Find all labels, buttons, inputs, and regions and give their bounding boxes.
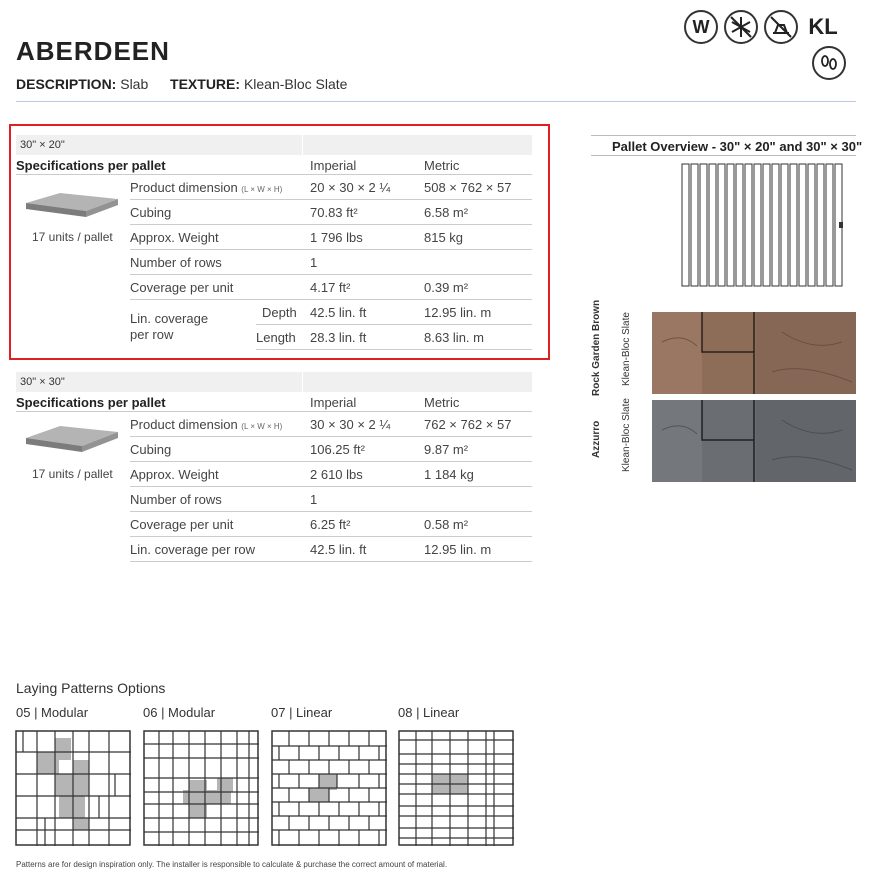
weight-label: Approx. Weight xyxy=(130,467,219,482)
rows-label: Number of rows xyxy=(130,255,222,270)
cubing-imperial: 70.83 ft² xyxy=(310,205,358,220)
cubing-label: Cubing xyxy=(130,205,172,220)
lin-coverage-line1: Lin. coverage xyxy=(130,311,209,326)
cubing-metric: 9.87 m² xyxy=(424,442,469,457)
row-coverage xyxy=(130,512,532,537)
feature-badges xyxy=(684,10,854,82)
snowflake-icon xyxy=(724,10,758,44)
dimension-metric: 508 × 762 × 57 xyxy=(424,180,512,195)
no-salt-icon xyxy=(764,10,798,44)
row-cubing xyxy=(130,437,532,462)
coverage-metric: 0.39 m² xyxy=(424,280,469,295)
pallet-overview-title: Pallet Overview - 30" × 20" and 30" × 30" xyxy=(612,139,863,154)
units-per-pallet: 17 units / pallet xyxy=(32,230,113,244)
spec-heading: Specifications per pallet xyxy=(16,395,166,410)
color-texture-2: Klean-Bloc Slate xyxy=(621,398,632,472)
col-imperial: Imperial xyxy=(310,158,357,173)
description-label: DESCRIPTION: xyxy=(16,76,117,92)
weight-metric: 815 kg xyxy=(424,230,464,245)
coverage-imperial: 4.17 ft² xyxy=(310,280,351,295)
swatch-azzurro xyxy=(652,400,856,482)
dimension-label: Product dimension xyxy=(130,417,238,432)
coverage-imperial: 6.25 ft² xyxy=(310,517,351,532)
texture-label: TEXTURE: xyxy=(170,76,241,92)
coverage-label: Coverage per unit xyxy=(130,280,234,295)
lin-coverage-label: Lin. coverage per row xyxy=(130,542,256,557)
color-texture-1: Klean-Bloc Slate xyxy=(621,312,632,386)
rows-label: Number of rows xyxy=(130,492,222,507)
length-imperial: 28.3 lin. ft xyxy=(310,330,367,345)
spec-table-30x30 xyxy=(16,372,532,567)
lin-coverage-metric: 12.95 lin. m xyxy=(424,542,492,557)
laying-patterns-title: Laying Patterns Options xyxy=(16,680,166,696)
header-divider xyxy=(16,101,856,102)
col-metric: Metric xyxy=(424,395,460,410)
dimension-label: Product dimension xyxy=(130,180,238,195)
row-dimension xyxy=(130,412,532,437)
kl-logo-label: KL xyxy=(808,14,838,39)
rows-imperial: 1 xyxy=(310,255,318,270)
kl-logo-icon xyxy=(806,10,840,44)
size-label: 30" × 30" xyxy=(20,376,65,388)
weight-metric: 1 184 kg xyxy=(424,467,474,482)
units-per-pallet: 17 units / pallet xyxy=(32,467,113,481)
slab-image xyxy=(20,420,124,460)
lin-coverage-line2: per row xyxy=(130,327,174,342)
dimension-sub: (L × W × H) xyxy=(241,185,283,194)
weight-imperial: 1 796 lbs xyxy=(310,230,363,245)
coverage-label: Coverage per unit xyxy=(130,517,234,532)
dimension-sub: (L × W × H) xyxy=(241,422,283,431)
depth-imperial: 42.5 lin. ft xyxy=(310,305,367,320)
pattern-label-06: 06 | Modular xyxy=(143,705,216,720)
footprints-icon xyxy=(812,46,846,80)
dimension-imperial: 30 × 30 × 2 ¼ xyxy=(310,417,391,432)
row-rows xyxy=(130,487,532,512)
col-metric: Metric xyxy=(424,158,460,173)
cubing-label: Cubing xyxy=(130,442,172,457)
product-title: ABERDEEN xyxy=(16,36,170,66)
dimension-metric: 762 × 762 × 57 xyxy=(424,417,512,432)
pattern-08-linear xyxy=(398,730,514,846)
col-imperial: Imperial xyxy=(310,395,357,410)
rows-imperial: 1 xyxy=(310,492,318,507)
selection-highlight xyxy=(9,124,550,360)
pattern-06-modular xyxy=(143,730,259,846)
lin-coverage-imperial: 42.5 lin. ft xyxy=(310,542,367,557)
swatch-rock-garden-brown xyxy=(652,312,856,394)
length-metric: 8.63 lin. m xyxy=(424,330,484,345)
w-badge-label: W xyxy=(692,16,710,37)
pattern-label-08: 08 | Linear xyxy=(398,705,460,720)
pattern-label-07: 07 | Linear xyxy=(271,705,333,720)
description-line xyxy=(16,76,347,92)
spec-heading: Specifications per pallet xyxy=(16,158,166,173)
texture-value: Klean-Bloc Slate xyxy=(243,76,348,92)
row-lin-coverage xyxy=(130,537,532,562)
dimension-imperial: 20 × 30 × 2 ¼ xyxy=(310,180,391,195)
footer-note: Patterns are for design inspiration only. The installer is responsible to calculate & purchase the correct amount of material. xyxy=(16,860,448,869)
color-name-2: Azzurro xyxy=(591,420,602,458)
length-label: Length xyxy=(256,330,296,345)
pattern-07-linear xyxy=(271,730,387,846)
size-label: 30" × 20" xyxy=(20,139,65,151)
depth-label: Depth xyxy=(262,305,297,320)
depth-metric: 12.95 lin. m xyxy=(424,305,492,320)
pattern-label-05: 05 | Modular xyxy=(16,705,89,720)
coverage-metric: 0.58 m² xyxy=(424,517,469,532)
row-weight xyxy=(130,462,532,487)
color-name-1: Rock Garden Brown xyxy=(591,299,602,396)
description-value: Slab xyxy=(120,76,149,92)
cubing-metric: 6.58 m² xyxy=(424,205,469,220)
weight-label: Approx. Weight xyxy=(130,230,219,245)
pallet-diagram xyxy=(680,160,848,290)
weight-imperial: 2 610 lbs xyxy=(310,467,363,482)
w-badge-icon xyxy=(684,10,718,44)
size-header xyxy=(16,372,532,392)
pattern-05-modular xyxy=(15,730,131,846)
cubing-imperial: 106.25 ft² xyxy=(310,442,365,457)
